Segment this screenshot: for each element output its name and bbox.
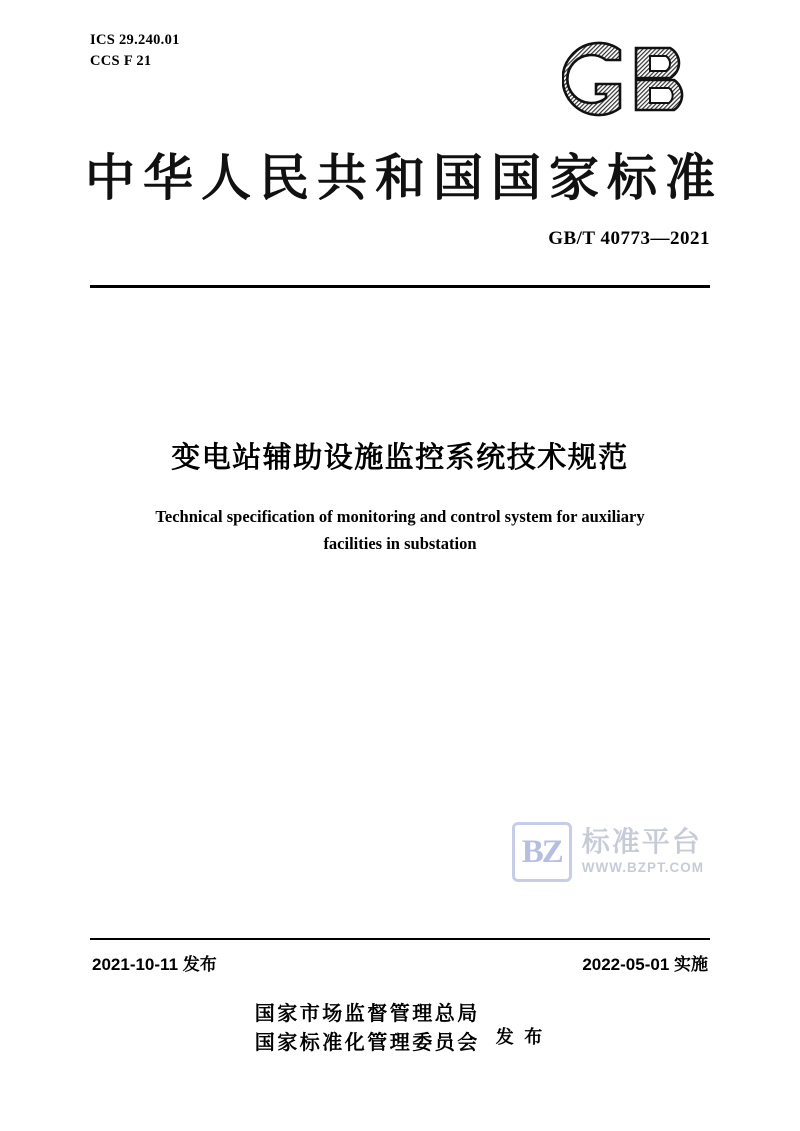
gb-emblem-icon <box>562 40 722 118</box>
document-title-en-line1: Technical specification of monitoring and control system for auxiliary <box>155 507 645 526</box>
watermark-badge-icon: BZ <box>512 822 572 882</box>
divider-bottom <box>90 938 710 940</box>
watermark-main-text: 标准平台 <box>581 826 702 858</box>
issuer-line-1: 国家市场监督管理总局 <box>254 1003 480 1025</box>
watermark-url: WWW.BZPT.COM <box>581 860 704 876</box>
issuer-block <box>0 1000 800 1058</box>
authority-title: 中华人民共和国国家标准 <box>85 150 723 206</box>
watermark-text <box>582 828 704 877</box>
divider-top <box>90 285 710 288</box>
document-title-en <box>120 503 680 557</box>
issuer-names <box>255 1000 480 1058</box>
document-title-cn: 变电站辅助设施监控系统技术规范 <box>171 442 629 474</box>
standard-number: GB/T 40773—2021 <box>548 228 710 249</box>
effective-date: 2022-05-01 实施 <box>582 955 708 974</box>
issue-date: 2021-10-11 发布 <box>92 955 217 974</box>
classification-codes <box>90 30 180 72</box>
document-title-en-line2: facilities in substation <box>323 534 477 554</box>
ics-code: ICS 29.240.01 <box>90 32 180 48</box>
issuer-publish-label: 发 布 <box>495 1027 546 1047</box>
watermark <box>512 822 704 882</box>
issuer-line-2: 国家标准化管理委员会 <box>254 1032 480 1054</box>
ccs-code: CCS F 21 <box>90 53 152 70</box>
